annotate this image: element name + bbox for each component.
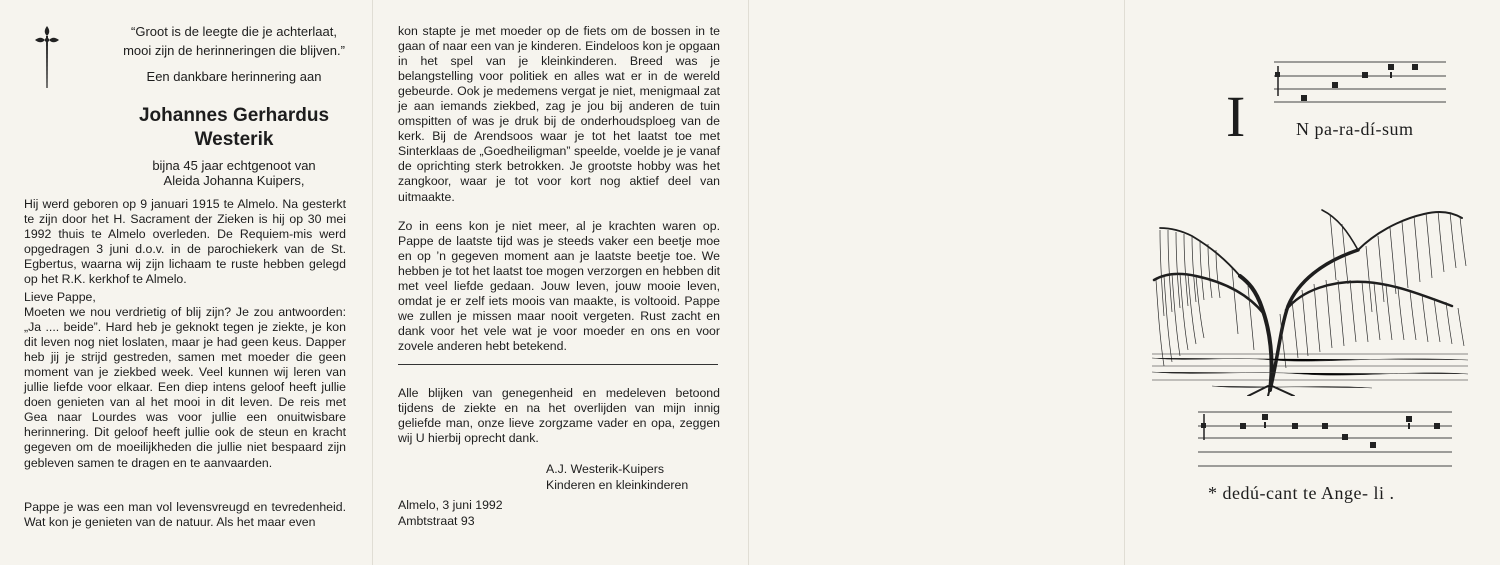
chant-staff-top	[1272, 56, 1448, 112]
name-line: Westerik	[194, 129, 274, 150]
address-block	[398, 497, 503, 529]
fold-line	[372, 0, 373, 565]
panel-obituary	[24, 0, 348, 565]
quote-line: mooi zijn de herinneringen die blijven.”	[123, 43, 345, 58]
letter	[24, 290, 346, 471]
divider	[398, 364, 718, 365]
quote-line: “Groot is de leegte die je achterlaat,	[131, 24, 337, 39]
chant-lyric: * dedú-cant te Ange- li .	[1208, 483, 1395, 503]
deceased-name	[104, 104, 364, 152]
cross-icon	[32, 22, 62, 92]
weeping-willow-illustration	[1152, 190, 1468, 396]
fold-line	[748, 0, 749, 565]
letter-body: Moeten we nou verdrietig of blij zijn? Je zou antwoorden: „Ja .... beide”. Hard heb je geknokt tegen je ziekte, je kon dit leven nog niet loslaten, maar je had geen keus. Dapper heb jij je strijd gestreden, samen met moeder die geen moment van je ziekbed week. Veel kunnen wij leren van jullie liefde voor elkaar. Een diep intens geloof heeft jullie doen genieten van al het mooi in dit leven. De reis met Gea naar Lourdes was voor jullie een onuitwisbare herinnering. Dit geloof heeft jullie ook de steun en kracht gegeven om de moeilijkheden die jullie niet bespaard zijn gebleven samen te dragen en te aanvaarden.	[24, 305, 346, 470]
name-line: Johannes Gerhardus	[138, 105, 330, 126]
signature	[546, 461, 688, 493]
fold-line	[1124, 0, 1125, 565]
thanks-paragraph: Alle blijken van genegenheid en medeleven betoond tijdens de ziekte en na het overlijden van mijn innig geliefde man, onze lieve zorgzame vader en opa, zeggen wij U hierbij oprecht dank.	[398, 386, 720, 446]
spouse-line: bijna 45 jaar echtgenoot van	[152, 158, 316, 173]
remembrance-line: Een dankbare herinnering aan	[146, 69, 322, 84]
biography-paragraph: Hij werd geboren op 9 januari 1915 te Almelo. Na gesterkt te zijn door het H. Sacrament der Zieken is hij op 30 mei 1992 thuis te Almelo overleden. De Requiem-mis werd opgedragen 3 juni d.o.v. in de parochiekerk van de St. Egbertus, waarna wij zijn lichaam te ruste hebben gelegd op het R.K. kerkhof te Almelo.	[24, 197, 346, 287]
panel-letter-continued	[398, 0, 722, 565]
chant-lyric: N pa-ra-dí-sum	[1296, 119, 1414, 139]
letter-continuation: Pappe je was een man vol levensvreugd en tevredenheid. Wat kon je genieten van de natuur. Als het maar even	[24, 500, 346, 530]
spouse-line: Aleida Johanna Kuipers,	[163, 173, 305, 188]
signature-line: Kinderen en kleinkinderen	[546, 478, 689, 492]
chant-staff-bottom	[1196, 408, 1454, 472]
spouse-info	[114, 158, 354, 188]
signature-line: A.J. Westerik-Kuipers	[546, 462, 664, 476]
letter-paragraph: kon stapte je met moeder op de fiets om de bossen in te gaan of naar een van je kinderen. Eindeloos kon je opgaan in het spel van je kleinkinderen. Breed was je belangstelling voor politiek en alles wat er in de wereld gebeurde. Ook je medemens vergat je niet, menigmaal zat je aan iemands ziekbed, zag je jou bij anderen de tuin omspitten of was je druk bij de onderhoudsploeg van de kerk. Bij de Arendsoos waar je tot het laatst toe met Sinterklaas de „Goedheiligman” speelde, voelde je je vanaf de oprichting sterk betrokken. Je grootste hobby was het zangkoor, waar je tot voor kort nog aktief deel van uitmaakte.	[398, 24, 720, 204]
address-line: Almelo, 3 juni 1992	[398, 498, 503, 512]
address-line: Ambtstraat 93	[398, 514, 475, 528]
letter-greeting: Lieve Pappe,	[24, 290, 96, 304]
letter-paragraph: Zo in eens kon je niet meer, al je krachten waren op. Pappe de laatste tijd was je steeds vaker een beetje moe en op ’n gegeven moment aan je laatste beetje toe. We hebben je tot het laatst toe mogen verzorgen en hebben dit met veel liefde gedaan. Jouw leven, jouw mooie leven, omdat je er zelf iets moois van maakte, is voltooid. Pappe we zullen je missen maar nooit vergeten. Rust zacht en dank voor het vele wat je voor moeder en ons en voor zovele anderen hebt betekend.	[398, 219, 721, 354]
memorial-quote	[114, 22, 354, 60]
chant-initial: I	[1226, 84, 1246, 149]
